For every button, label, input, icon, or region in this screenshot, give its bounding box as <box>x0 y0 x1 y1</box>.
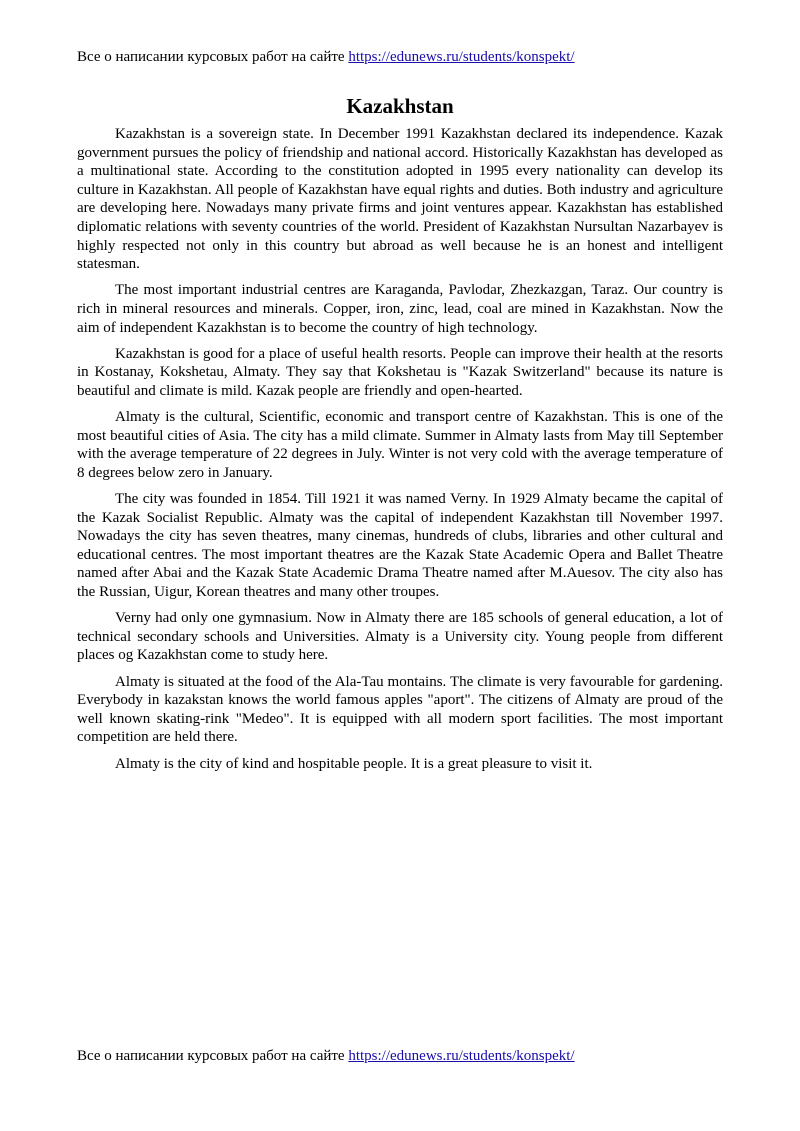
document-body <box>77 125 723 781</box>
page-footer <box>77 1047 575 1065</box>
paragraph-8: Almaty is the city of kind and hospitable people. It is a great pleasure to visit it. <box>115 755 593 772</box>
footer-link[interactable]: https://edunews.ru/students/konspekt/ <box>348 1048 575 1064</box>
paragraph-6: Verny had only one gymnasium. Now in Almaty there are 185 schools of general education, a lot of technical secondary schools and Universities. Almaty is a University city. Young people from different places og Kazakhstan come to study here. <box>77 610 723 664</box>
paragraph-4: Almaty is the cultural, Scientific, economic and transport centre of Kazakhstan. This is one of the most beautiful cities of Asia. The city has a mild climate. Summer in Almaty lasts from May till September with the average temperature of 22 degrees in July. Winter is not very cold with the average temperature of 8 degrees below zero in January. <box>77 409 723 481</box>
page-header <box>77 48 575 66</box>
paragraph-5: The city was founded in 1854. Till 1921 it was named Verny. In 1929 Almaty became the capital of the Kazak Socialist Republic. Almaty was the capital of independent Kazakhstan till November 1997. Nowadays the city has seven theatres, many cinemas, hundreds of clubs, libraries and other cultural and educational centres. The most important theatres are the Kazak State Academic Opera and Ballet Theatre named after Abai and the Kazak State Academic Drama Theatre named after M.Auesov. The city also has the Russian, Uigur, Korean theatres and many other troupes. <box>77 491 723 601</box>
paragraph-3: Kazakhstan is good for a place of useful health resorts. People can improve their health at the resorts in Kostanay, Kokshetau, Almaty. They say that Kokshetau is "Kazak Switzerland" because its nature is beautiful and climate is mild. Kazak people are friendly and open-hearted. <box>77 345 723 399</box>
paragraph-2: The most important industrial centres are Karaganda, Pavlodar, Zhezkazgan, Taraz. Our country is rich in mineral resources and minerals. Copper, iron, zinc, lead, coal are mined in Kazakhstan. Now the aim of independent Kazakhstan is to become the country of high technology. <box>77 282 723 336</box>
header-link[interactable]: https://edunews.ru/students/konspekt/ <box>348 49 575 65</box>
header-text: Все о написании курсовых работ на сайте <box>77 49 349 65</box>
paragraph-1: Kazakhstan is a sovereign state. In December 1991 Kazakhstan declared its independence. Kazak government pursues the policy of friendship and national accord. Historically Kazakhstan has developed as a multinational state. According to the constitution adopted in 1995 every nationality can develop its culture in Kazakhstan. All people of Kazakhstan have equal rights and duties. Both industry and agriculture are developing here. Nowadays many private firms and joint ventures appear. Kazakhstan has established diplomatic relations with seventy countries of the world. President of Kazakhstan Nursultan Nazarbayev is highly respected not only in this country but abroad as well because he is an honest and intelligent statesman. <box>77 126 723 273</box>
document-title: Kazakhstan <box>346 94 454 118</box>
paragraph-7: Almaty is situated at the food of the Ala-Tau montains. The climate is very favourable for gardening. Everybody in kazakstan knows the world famous apples "aport". The citizens of Almaty are proud of the well known skating-rink "Medeo". It is equipped with all modern sport facilities. The most important competition are held there. <box>77 673 723 746</box>
footer-text: Все о написании курсовых работ на сайте <box>77 1048 349 1064</box>
